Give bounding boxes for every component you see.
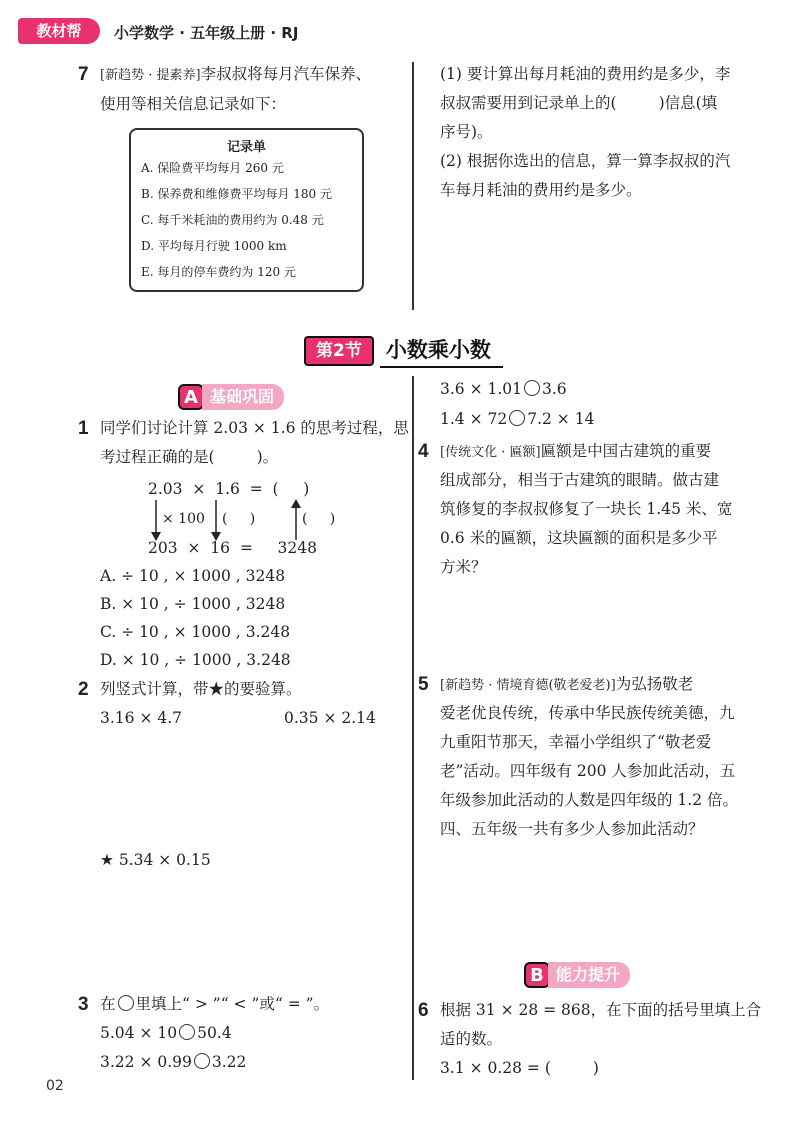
question-5-line1: [440, 670, 693, 700]
compare-row-1: [100, 1019, 232, 1047]
compare-row-3: [440, 375, 567, 403]
record-sheet: [129, 128, 364, 292]
question-7-tag-open: [: [100, 68, 106, 83]
question-5-line3: 九重阳节那天，幸福小学组织了“敬老爱: [440, 733, 712, 751]
question-4-line5: 方米？: [440, 558, 487, 576]
compare-4-right: 7.2 × 14: [527, 410, 595, 428]
question-2-line1: 列竖式计算，带★的要验算。: [100, 680, 302, 698]
question-7-number: 7: [78, 64, 89, 85]
compare-2-right: 3.22: [211, 1053, 247, 1071]
question-7-sub1-line2-b: )信息(填: [658, 94, 718, 112]
compare-circle[interactable]: [509, 410, 525, 426]
question-6-line1: 根据 31 × 28 = 868，在下面的括号里填上合: [440, 1001, 762, 1019]
diagram-mid-paren1: ( ): [222, 511, 256, 527]
question-7-line2: 使用等相关信息记录如下：: [100, 95, 287, 113]
question-3-line1: [100, 990, 329, 1018]
compare-circle[interactable]: [118, 995, 134, 1011]
question-6-line3-a: 3.1 × 0.28 = (: [440, 1059, 551, 1077]
record-item-c: C. 每千米耗油的费用约为 0.48 元: [141, 213, 324, 227]
header-badge-text: 教材帮: [36, 22, 82, 40]
question-5-line4: 老”活动。四年级有 200 人参加此活动，五: [440, 762, 736, 780]
part-b-title: 能力提升: [548, 962, 630, 988]
question-3-line1-b: 里填上“ > ”“ < ”或“ = ”。: [135, 995, 330, 1013]
option-a[interactable]: A. ÷ 10 , × 1000 , 3248: [100, 567, 286, 585]
compare-circle[interactable]: [524, 380, 540, 396]
question-5-line6: 四、五年级一共有多少人参加此活动？: [440, 820, 704, 838]
part-b-badge: [524, 962, 630, 988]
question-1-line2: [100, 443, 278, 471]
compare-circle[interactable]: [194, 1053, 210, 1069]
question-2-number: 2: [78, 679, 89, 700]
question-5-number: 5: [418, 674, 429, 695]
compare-1-right: 50.4: [197, 1024, 232, 1042]
question-7-text-a: 李叔叔将每月汽车保养、: [200, 65, 372, 83]
question-7-sub1-line3: 序号)。: [440, 123, 493, 141]
question-2-expr3: ★ 5.34 × 0.15: [100, 851, 211, 869]
question-2-expr1: 3.16 × 4.7: [100, 709, 183, 727]
record-sheet-title: 记录单: [226, 140, 266, 155]
compare-1-left: 5.04 × 10: [100, 1024, 178, 1042]
section-header: [304, 336, 503, 366]
part-a-badge: [178, 384, 284, 410]
question-7-tag: 新趋势 · 提素养: [105, 68, 196, 83]
section-title: [380, 334, 503, 368]
question-6-line2: 适的数。: [440, 1030, 503, 1048]
compare-3-left: 3.6 × 1.01: [440, 380, 523, 398]
question-3-line1-a: 在: [100, 995, 116, 1013]
question-1-line2-a: 考过程正确的是(: [100, 448, 215, 466]
question-7-sub1-line1: (1) 要计算出每月耗油的费用约是多少，李: [440, 65, 731, 83]
record-item-a: A. 保险费平均每月 260 元: [141, 161, 284, 175]
compare-2-left: 3.22 × 0.99: [100, 1053, 192, 1071]
arrow-right-head: [291, 499, 301, 508]
question-6-number: 6: [418, 1000, 429, 1021]
record-item-b: B. 保养费和维修费平均每月 180 元: [141, 187, 332, 201]
question-7-tag-close: ]: [195, 68, 201, 83]
record-item-e: E. 每月的停车费约为 120 元: [141, 265, 296, 279]
question-7-sub1-line2: [440, 89, 717, 117]
question-5-line2: 爱老优良传统，传承中华民族传统美德，九: [440, 704, 735, 722]
question-1-number: 1: [78, 418, 89, 439]
question-7-sub2-line2: 车每月耗油的费用约是多少。: [440, 181, 642, 199]
question-6-line3: [440, 1054, 599, 1082]
question-4-tag-close: ]: [535, 445, 541, 460]
diagram-bottom: 203 × 16 = 3248: [148, 539, 317, 557]
option-c[interactable]: C. ÷ 10 , × 1000 , 3.248: [100, 623, 291, 641]
diagram-mid-paren2: ( ): [302, 511, 336, 527]
section-label: [304, 336, 374, 366]
question-2-expr2: 0.35 × 2.14: [284, 709, 376, 727]
question-4-number: 4: [418, 441, 429, 462]
part-b-letter: B: [524, 962, 550, 988]
question-5-line5: 年级参加此活动的人数是四年级的 1.2 倍。: [440, 791, 739, 809]
question-1-line2-b: )。: [256, 448, 279, 466]
part-a-title: 基础巩固: [202, 384, 284, 410]
question-4-text-a: 匾额是中国古建筑的重要: [540, 442, 712, 460]
question-5-text-a: 为弘扬敬老: [615, 675, 694, 693]
question-4-line4: 0.6 米的匾额，这块匾额的面积是多少平: [440, 529, 718, 547]
question-5-tag-open: [: [440, 678, 446, 693]
section-label-text: 第2节: [316, 341, 362, 361]
question-6-line3-b: ): [592, 1059, 599, 1077]
question-5-tag: 新趋势 · 情境育德(敬老爱老): [445, 678, 611, 693]
compare-circle[interactable]: [179, 1024, 195, 1040]
question-1-line1: 同学们讨论计算 2.03 × 1.6 的思考过程，思: [100, 419, 409, 437]
question-5-tag-close: ]: [610, 678, 616, 693]
question-4-line3: 筑修复的李叔叔修复了一块长 1.45 米、宽: [440, 500, 733, 518]
part-a-letter: A: [178, 384, 204, 410]
column-divider-main: [412, 376, 414, 1080]
diagram-mid-left: × 100: [162, 511, 205, 527]
compare-4-left: 1.4 × 72: [440, 410, 508, 428]
record-item-d: D. 平均每月行驶 1000 km: [141, 239, 287, 253]
question-4-line1: [440, 437, 711, 467]
column-divider-top: [412, 62, 414, 310]
option-d[interactable]: D. × 10 , ÷ 1000 , 3.248: [100, 651, 291, 669]
diagram-top: 2.03 × 1.6 = ( ): [148, 480, 310, 498]
header-title: 小学数学 · 五年级上册 · RJ: [114, 24, 299, 42]
question-4-line2: 组成部分，相当于古建筑的眼睛。做古建: [440, 471, 720, 489]
question-7-line1: [100, 60, 371, 90]
option-b[interactable]: B. × 10 , ÷ 1000 , 3248: [100, 595, 286, 613]
question-7-sub2-line1: (2) 根据你选出的信息，算一算李叔叔的汽: [440, 152, 731, 170]
question-7-sub1-line2-a: 叔叔需要用到记录单上的(: [440, 94, 617, 112]
header-badge: [18, 18, 100, 44]
page-number: 02: [46, 1078, 64, 1094]
question-3-number: 3: [78, 994, 89, 1015]
compare-3-right: 3.6: [542, 380, 567, 398]
compare-row-2: [100, 1048, 246, 1076]
question-4-tag: 传统文化 · 匾额: [445, 445, 536, 460]
section-title-text: 小数乘小数: [385, 338, 491, 362]
question-4-tag-open: [: [440, 445, 446, 460]
compare-row-4: [440, 405, 594, 433]
